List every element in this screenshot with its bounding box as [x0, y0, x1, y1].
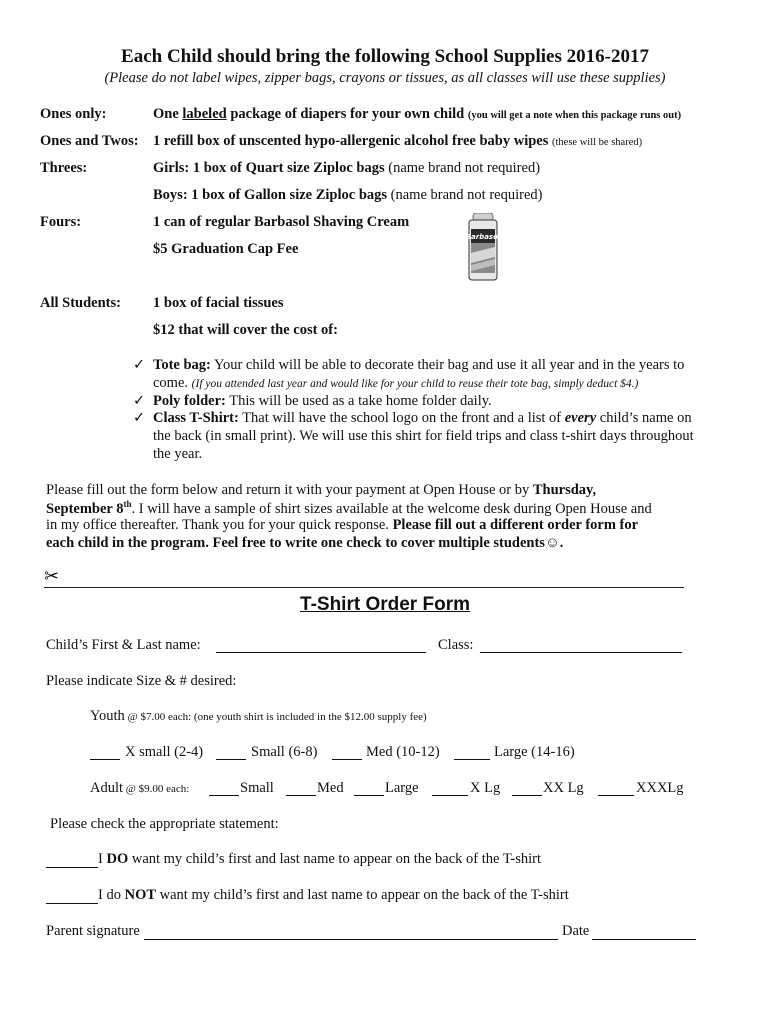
fours-item-1: 1 can of regular Barbasol Shaving Cream: [153, 214, 410, 230]
dont-text-c: want my child’s first and last name to appear on the back of the T-shirt: [156, 887, 569, 903]
youth-note: : (one youth shirt is included in the $12.00 supply fee): [188, 711, 427, 723]
check-prompt: Please check the appropriate statement:: [50, 816, 279, 832]
all-item-2: $12 that will cover the cost of:: [153, 322, 338, 338]
youth-size-small: Small (6-8): [251, 744, 318, 760]
youth-price: @ $7.00 each: [124, 711, 189, 723]
adult-size-xxxlg: XXXLg: [636, 780, 684, 796]
youth-med-field[interactable]: [332, 745, 362, 760]
size-prompt: Please indicate Size & # desired:: [46, 673, 237, 689]
shirt-text-a: That will have the school logo on the front and a list of: [238, 410, 565, 426]
adult-xlg-field[interactable]: [432, 781, 468, 796]
adult-xxlg-field[interactable]: [512, 781, 542, 796]
date-field[interactable]: [592, 925, 696, 940]
folder-text: This will be used as a take home folder daily.: [225, 393, 492, 409]
cut-line-divider: [44, 587, 684, 588]
can-brand-text: Barbasol: [466, 233, 500, 241]
threes-boys-text: Boys: 1 box of Gallon size Ziploc bags: [153, 187, 388, 203]
shirt-line-3: the year.: [153, 446, 203, 462]
fours-item-2: $5 Graduation Cap Fee: [153, 241, 299, 257]
youth-label: Youth: [90, 708, 125, 724]
threes-boys-note: (name brand not required): [387, 187, 543, 203]
instructions-text-3a: in my office thereafter. Thank you for your quick response.: [46, 517, 393, 533]
tote-line-1: [153, 357, 684, 374]
ones-item: [153, 106, 681, 123]
ones-note: (you will get a note when this package runs out): [467, 110, 682, 121]
instructions-date: September 8: [46, 500, 124, 517]
adult-size-small: Small: [240, 780, 274, 796]
instructions-date-sup: th: [123, 499, 132, 509]
order-form-title: T-Shirt Order Form: [300, 594, 470, 615]
youth-size-large: Large (14-16): [494, 744, 575, 760]
dont-text-b: NOT: [124, 887, 157, 903]
instructions-text-1a: Please fill out the form below and return it with your payment at Open House or by: [46, 482, 533, 498]
name-no-statement: [98, 887, 569, 904]
ones-text-c: package of diapers for your own child: [226, 106, 468, 122]
tote-label: Tote bag:: [153, 357, 211, 373]
threes-boys: [153, 187, 542, 204]
youth-size-med: Med (10-12): [366, 744, 440, 760]
shirt-line-2: the back (in small print). We will use this shirt for field trips and class t-shirt days throughout: [153, 428, 694, 444]
child-name-field[interactable]: [216, 638, 426, 653]
checkmark-icon: ✓: [133, 410, 146, 426]
adult-size-large: Large: [385, 780, 419, 796]
date-label: Date: [562, 923, 590, 939]
page-title: Each Child should bring the following School Supplies 2016-2017: [121, 46, 649, 67]
ones-twos-item: [153, 133, 642, 150]
tote-line-2: [153, 375, 638, 392]
shirt-every: every: [564, 410, 597, 426]
name-yes-field[interactable]: [46, 853, 98, 868]
class-field[interactable]: [480, 638, 682, 653]
checkmark-icon: ✓: [133, 393, 146, 409]
folder-label: Poly folder:: [153, 393, 226, 409]
shirt-label: Class T-Shirt:: [153, 410, 239, 426]
ones-twos-note: (these will be shared): [552, 137, 643, 148]
adult-label: Adult: [90, 780, 124, 796]
ones-label: Ones only:: [40, 106, 107, 122]
do-text-b: DO: [106, 851, 129, 867]
do-text-c: want my child’s first and last name to appear on the back of the T-shirt: [128, 851, 541, 867]
tote-note: (If you attended last year and would like for your child to reuse their tote bag, simply deduct $4.): [191, 378, 639, 390]
adult-small-field[interactable]: [209, 781, 239, 796]
instructions-line-2: [46, 499, 652, 518]
do-text-a: I: [98, 851, 107, 867]
fours-label: Fours:: [40, 214, 82, 230]
ones-text-a: One: [153, 106, 183, 122]
name-label: Child’s First & Last name:: [46, 637, 201, 653]
class-label: Class:: [438, 637, 474, 653]
adult-price: @ $9.00 each:: [123, 783, 190, 795]
threes-girls-note: (name brand not required): [384, 160, 541, 176]
instructions-line-1: [46, 482, 596, 499]
instructions-text-2b: . I will have a sample of shirt sizes available at the welcome desk during Open House and: [131, 500, 652, 517]
ones-twos-text: 1 refill box of unscented hypo-allergenic alcohol free baby wipes: [153, 133, 553, 149]
signature-label: Parent signature: [46, 923, 140, 939]
checkmark-icon: ✓: [133, 357, 146, 373]
dont-text-a: I do: [98, 887, 125, 903]
youth-size-xsmall: X small (2-4): [125, 744, 204, 760]
barbasol-can-image: [466, 213, 500, 281]
page-subtitle: (Please do not label wipes, zipper bags, crayons or tissues, as all classes will use these supplies): [104, 70, 666, 86]
threes-label: Threes:: [40, 160, 88, 176]
ones-labeled: labeled: [182, 106, 227, 122]
all-item-1: 1 box of facial tissues: [153, 295, 284, 311]
parent-signature-field[interactable]: [144, 925, 558, 940]
all-students-label: All Students:: [40, 295, 121, 311]
youth-small-field[interactable]: [216, 745, 246, 760]
adult-size-xlg: X Lg: [470, 780, 501, 796]
tote-text-2: come.: [153, 375, 192, 391]
instructions-line-3: [46, 517, 638, 534]
adult-line: [90, 780, 189, 797]
adult-xxxlg-field[interactable]: [598, 781, 634, 796]
scissors-icon: ✂: [44, 566, 60, 586]
instructions-text-3b: Please fill out a different order form for: [392, 517, 639, 533]
name-yes-statement: [98, 851, 541, 868]
adult-med-field[interactable]: [286, 781, 316, 796]
shirt-line-1: [153, 410, 692, 427]
threes-girls-text: Girls: 1 box of Quart size Ziploc bags: [153, 160, 385, 176]
ones-twos-label: Ones and Twos:: [40, 133, 139, 149]
adult-size-med: Med: [317, 780, 344, 796]
youth-xsmall-field[interactable]: [90, 745, 120, 760]
youth-large-field[interactable]: [454, 745, 490, 760]
adult-large-field[interactable]: [354, 781, 384, 796]
folder-line: [153, 393, 492, 410]
instructions-text-1b: Thursday,: [532, 482, 597, 498]
adult-size-xxlg: XX Lg: [543, 780, 584, 796]
tote-text: Your child will be able to decorate their bag and use it all year and in the years to: [210, 357, 685, 373]
shirt-text-b: child’s name on: [596, 410, 692, 426]
instructions-line-4: each child in the program. Feel free to write one check to cover multiple students☺.: [46, 535, 564, 551]
threes-girls: [153, 160, 540, 177]
name-no-field[interactable]: [46, 889, 98, 904]
youth-line: [90, 708, 427, 725]
